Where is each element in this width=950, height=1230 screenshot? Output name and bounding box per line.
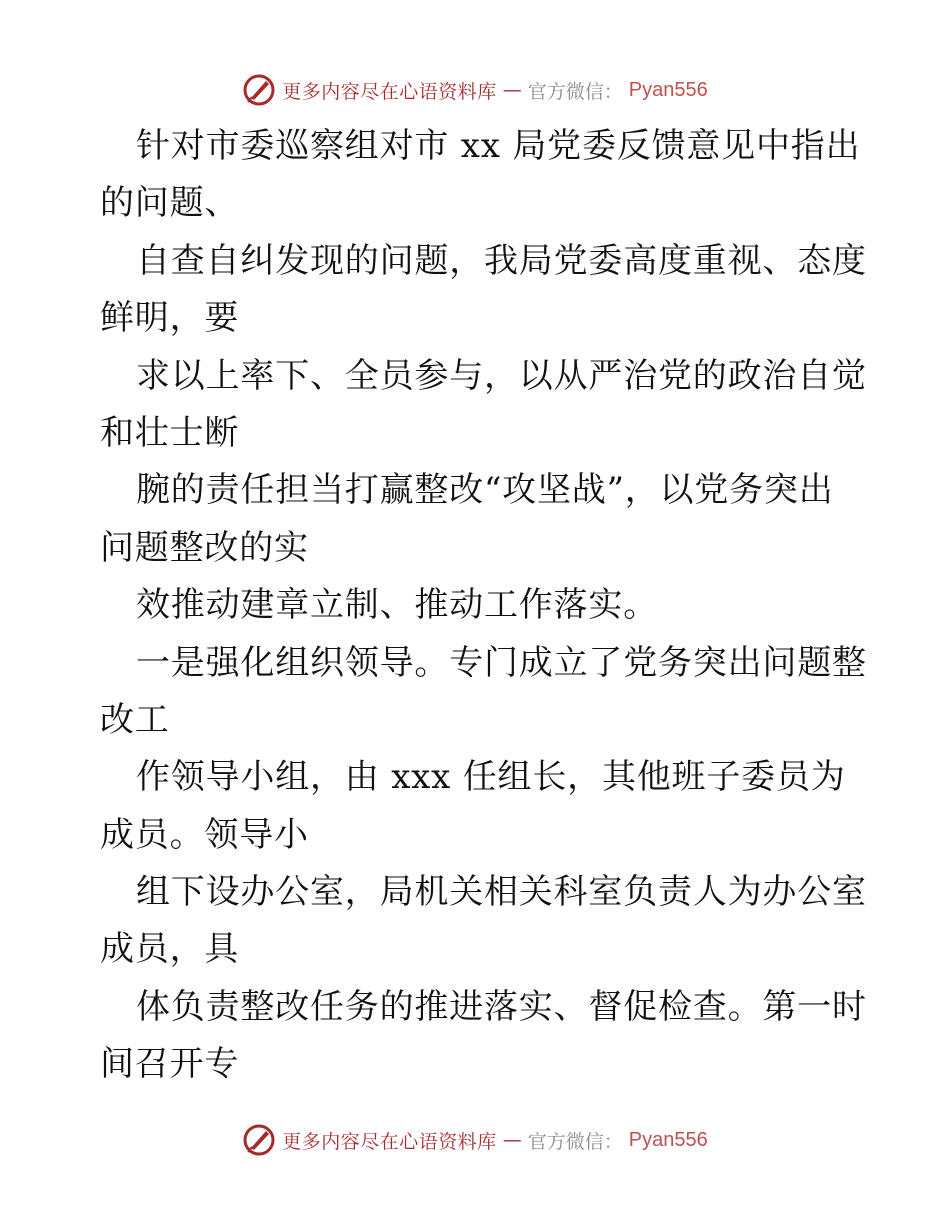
text-line: 成员，具 [100, 929, 240, 970]
quill-logo-icon [242, 73, 276, 107]
text-line: 的问题、 [100, 183, 240, 224]
banner-wechat-label: 官方微信： [527, 80, 623, 103]
banner-text: 更多内容尽在心语资料库 [282, 80, 497, 103]
text-line: 改工 [100, 699, 170, 740]
document-body [100, 118, 867, 1094]
footer-banner [0, 1120, 950, 1160]
text-line: 问题整改的实 [100, 527, 309, 568]
banner-dash: — [502, 79, 522, 101]
text-line: 鲜明，要 [100, 298, 240, 339]
banner-text: 更多内容尽在心语资料库 [282, 1130, 497, 1153]
text-line: 求以上率下、全员参与，以从严治党的政治自觉 [136, 355, 867, 396]
text-line: 体负责整改任务的推进落实、督促检查。第一时 [136, 986, 867, 1027]
text-line: 效推动建章立制、推动工作落实。 [136, 585, 658, 626]
text-line: 组下设办公室，局机关相关科室负责人为办公室 [136, 872, 867, 913]
text-line: 作领导小组，由 xxx 任组长，其他班子委员为 [136, 757, 846, 798]
banner-dash: — [502, 1129, 522, 1151]
text-line: 一是强化组织领导。专门成立了党务突出问题整 [136, 642, 867, 683]
text-line: 自查自纠发现的问题，我局党委高度重视、态度 [136, 240, 867, 281]
quill-logo-icon [242, 1123, 276, 1157]
banner-wechat-handle: Pyan556 [628, 1128, 708, 1151]
text-line: 间召开专 [100, 1044, 240, 1085]
header-banner [0, 70, 950, 110]
banner-wechat-label: 官方微信： [527, 1130, 623, 1153]
text-line: 针对市委巡察组对市 xx 局党委反馈意见中指出 [136, 126, 861, 166]
text-line: 和壮士断 [100, 412, 240, 453]
text-line: 成员。领导小 [100, 814, 309, 855]
banner-wechat-handle: Pyan556 [628, 78, 708, 101]
text-line: 腕的责任担当打赢整改“攻坚战”，以党务突出 [136, 470, 834, 511]
